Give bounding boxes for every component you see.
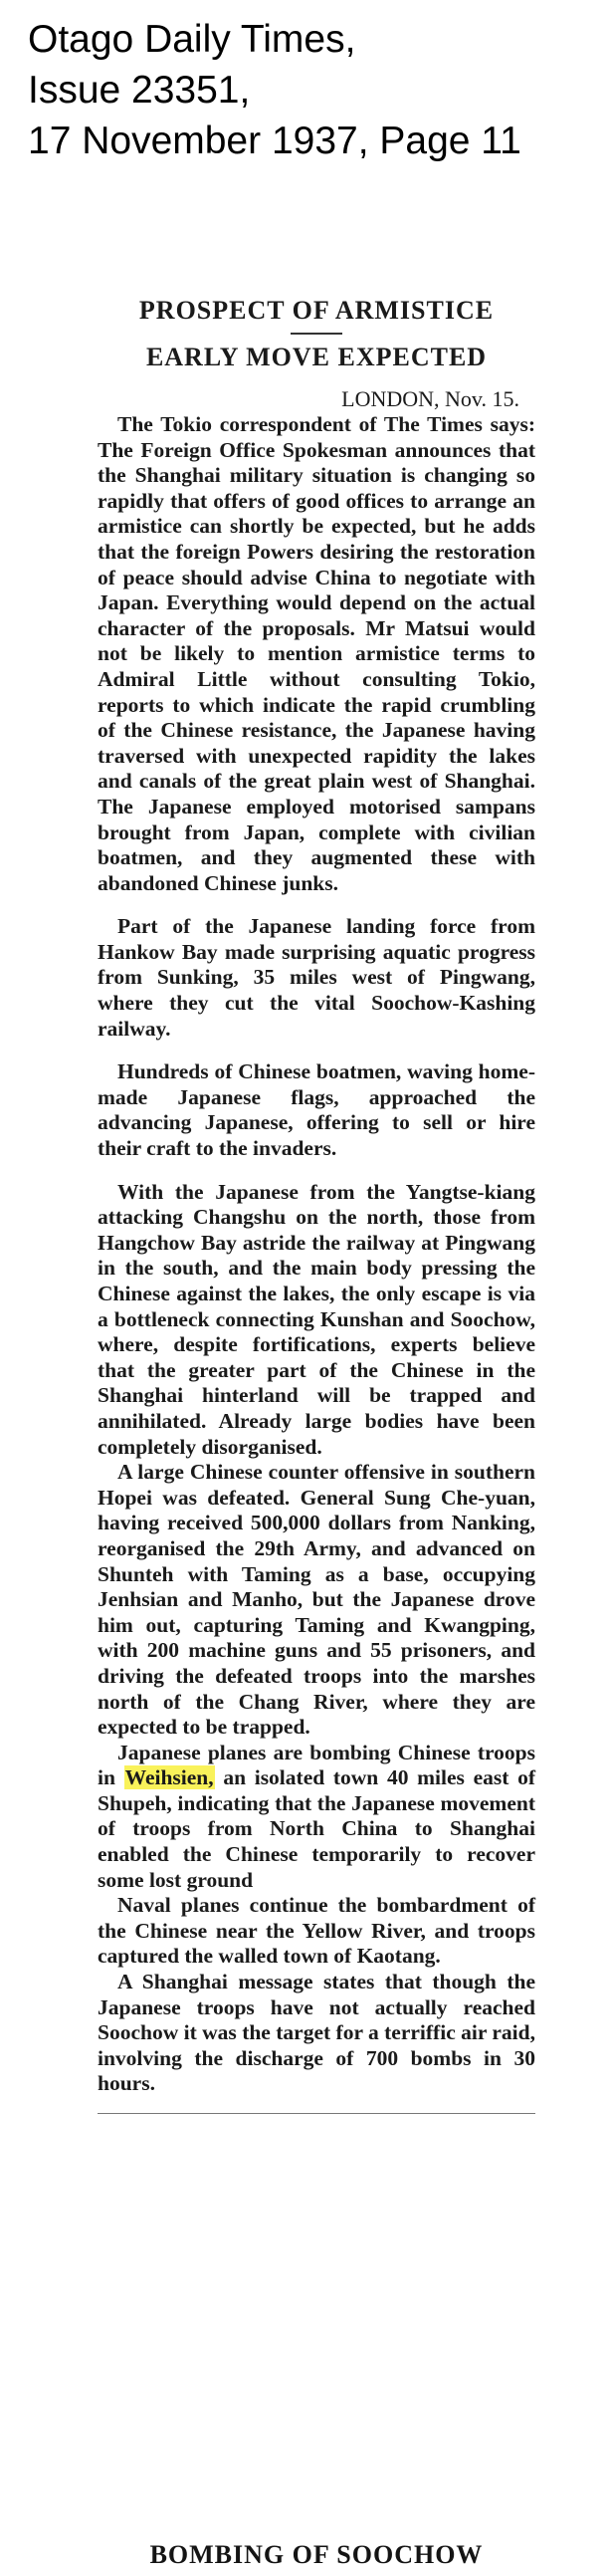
- paragraph-4: With the Japanese from the Yangtse-kiang attacking Changshu on the north, those from Hangchow Bay astride the railway at Pingwang in the south, and the main body pressing the Chinese against the lakes, the only escape is via a bottleneck connecting Kunshan and Soochow, where, despite fortifications, experts believe that the greater part of the Chinese in the Shanghai hinterland will be trapped and annihilated. Already large bodies have been completely disorganised.: [98, 1179, 535, 1459]
- caption-date-page: 17 November 1937, Page 11: [28, 119, 521, 162]
- headline-rule: [291, 333, 342, 335]
- paragraph-5: A large Chinese counter offensive in southern Hopei was defeated. General Sung Che-yuan, having received 500,000 dollars from Nanking, reorganised the 29th Army, and advanced on Shunteh with Taming as a base, occupying Jenhsian and Manho, but the Japanese drove him out, capturing Taming and Kwangping, with 200 machine guns and 55 prisoners, and driving the defeated troops into the marshes north of the Chang River, where they are expected to be trapped.: [98, 1460, 535, 1740]
- paragraph-6-end: an isolated town 40 miles east of Shupeh, indicating that the Japanese movement of troops from North China to Shanghai enabled the Chinese temporarily to recover some lost ground: [98, 1765, 535, 1892]
- highlighted-term: Weihsien,: [124, 1765, 214, 1790]
- article-body: [98, 412, 535, 2097]
- article-separator: [98, 2113, 535, 2114]
- paragraph-6: [98, 1741, 535, 1894]
- caption-issue: Issue 23351,: [28, 69, 251, 112]
- paragraph-6-start: Japanese planes are bombing Chinese troops in: [98, 1740, 535, 1790]
- paragraph-1: The Tokio correspondent of The Times says: The Foreign Office Spokesman announces that the Shanghai military situation is changing so rapidly that offers of good offices to arrange an armistice can shortly be expected, but he adds that the foreign Powers desiring the restoration of peace should advise China to negotiate with Japan. Everything would depend on the actual character of the proposals. Mr Matsui would not be likely to mention armistice terms to Admiral Little without consulting Tokio, reports to which indicate the rapid crumbling of the Chinese resistance, the Japanese having traversed with unexpected rapidity the lakes and canals of the great plain west of Shanghai. The Japanese employed motorised sampans brought from Japan, complete with civilian boatmen, and they augmented these with abandoned Chinese junks.: [98, 412, 535, 895]
- article-subheadline: EARLY MOVE EXPECTED: [145, 343, 488, 371]
- paragraph-8: A Shanghai message states that though the Japanese troops have not actually reached Soochow it was the target for a terriffic air raid, involving the discharge of 700 bombs in 30 hours.: [98, 1970, 535, 2096]
- article: [98, 295, 535, 2114]
- article-dateline: LONDON, Nov. 15.: [341, 386, 519, 411]
- paragraph-7: Naval planes continue the bombardment of the Chinese near the Yellow River, and troops captured the walled town of Kaotang.: [98, 1893, 535, 1969]
- paragraph-3: Hundreds of Chinese boatmen, waving home-made Japanese flags, approached the advancing Japanese, offering to sell or hire their craft to the invaders.: [98, 1059, 535, 1161]
- caption-publication: Otago Daily Times,: [28, 18, 356, 61]
- next-article-headline: BOMBING OF SOOCHOW: [149, 2540, 484, 2569]
- source-caption: [28, 14, 595, 166]
- paragraph-2: Part of the Japanese landing force from Hankow Bay made surprising aquatic progress from Sunking, 35 miles west of Pingwang, where they cut the vital Soochow-Kashing railway.: [98, 914, 535, 1041]
- article-headline: PROSPECT OF ARMISTICE: [138, 296, 495, 325]
